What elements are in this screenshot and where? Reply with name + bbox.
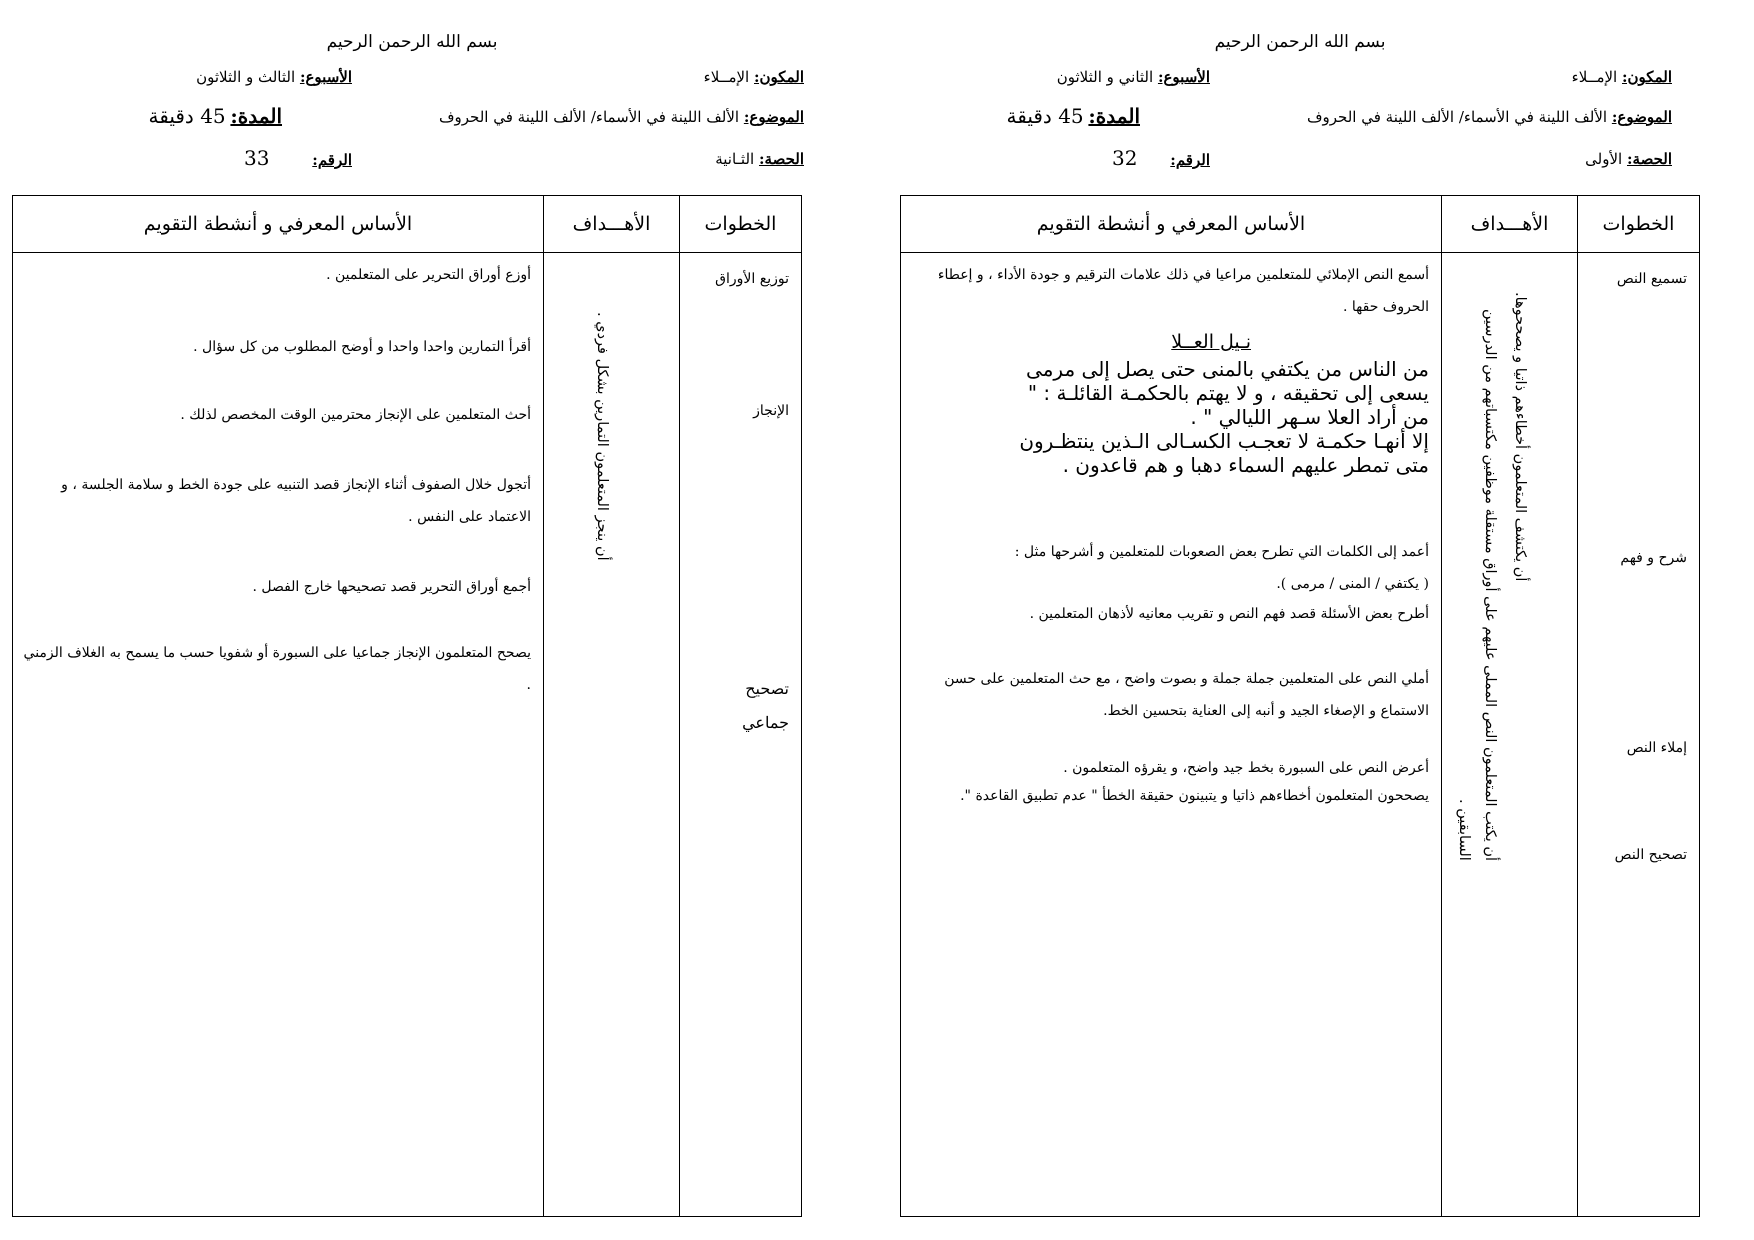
dictation-text: [907, 357, 1429, 477]
step-item: تصحيح النص: [1614, 847, 1687, 863]
duration-label: المدة:: [1088, 104, 1140, 128]
duration-label: المدة:: [230, 104, 282, 128]
basmala: بسم الله الرحمن الرحيم: [1214, 32, 1386, 52]
intro-paragraph: أسمع النص الإملائي للمتعلمين مراعيا في ذلك علامات الترقيم و جودة الأداء ، و إعطاء الحروف حقها .: [937, 267, 1429, 315]
topic-label: الموضوع:: [743, 108, 804, 126]
explain-words: ( يكتفي / المنى / مرمى ).: [1276, 576, 1429, 592]
header-content: الأساس المعرفي و أنشطة التقويم: [13, 196, 544, 253]
session-label: الحصة:: [758, 150, 804, 168]
goal-text: أن يكتشف المتعلمون أخطاءهم ذاتيا و يصححوها.: [1512, 291, 1528, 581]
session-value: الثـانية: [715, 150, 755, 168]
lesson-table: [12, 195, 802, 1217]
dictation-line: متى تمطر عليهم السماء دهبا و هم قاعدون .: [1062, 453, 1429, 477]
step-item: جماعي: [742, 713, 789, 732]
step-item: شرح و فهم: [1620, 550, 1687, 566]
duration-field: [148, 104, 282, 128]
dictation-line: إلا أنهـا حكمـة لا تعجـب الكسـالى الـذين ينتظـرون: [1019, 429, 1429, 453]
week-value: الثاني و الثلاثون: [1056, 68, 1154, 86]
explain-paragraph: أعمد إلى الكلمات التي تطرح بعض الصعوبات للمتعلمين و أشرحها مثل :: [1014, 544, 1429, 560]
content-paragraph: أحث المتعلمين على الإنجاز محترمين الوقت المخصص لذلك .: [180, 407, 531, 423]
lesson-sheet-33: [12, 0, 812, 1240]
number-label: الرقم:: [312, 151, 352, 169]
header-goals: الأهـــداف: [1442, 196, 1578, 253]
content-column: [901, 253, 1442, 1217]
week-label: الأسبوع:: [1157, 68, 1210, 86]
table-body-row: [901, 253, 1700, 1217]
topic-value: الألف اللينة في الأسماء/ الألف اللينة في الحروف: [1306, 108, 1608, 126]
session-value: الأولى: [1585, 150, 1623, 168]
step-item: الإنجاز: [753, 403, 789, 419]
basmala: بسم الله الرحمن الرحيم: [326, 32, 498, 52]
table-header-row: [13, 196, 802, 253]
content-paragraph: أتجول خلال الصفوف أثناء الإنجاز قصد التنبيه على جودة الخط و سلامة الجلسة ، و الاعتماد على النفس .: [61, 477, 531, 525]
table-header-row: [901, 196, 1700, 253]
goal-text: أن يكتب المتعلمون النص المملى عليهم على أوراق مستقلة موظفين مكتسباتهم من الدرسين السابقين .: [1456, 308, 1498, 861]
goals-column: [1442, 253, 1578, 1217]
session-label: الحصة:: [1626, 150, 1672, 168]
content-column: [13, 253, 544, 1217]
explain-questions: أطرح بعض الأسئلة قصد فهم النص و تقريب معانيه لأذهان المتعلمين .: [1029, 606, 1429, 622]
dictation-line: من أراد العلا سـهر الليالي " .: [1190, 405, 1429, 429]
dictation-paragraph: أملي النص على المتعلمين جملة جملة و بصوت واضح ، مع حث المتعلمين على حسن الاستماع و الإصغاء الجيد و أنبه إلى العناية بتحسين الخط.: [944, 671, 1429, 719]
header-steps: الخطوات: [1578, 196, 1700, 253]
content-paragraph: أوزع أوراق التحرير على المتعلمين .: [326, 267, 531, 283]
goal-text: أن ينجز المتعلمون التمارين بشكل فردي .: [594, 312, 610, 561]
step-item: توزيع الأوراق: [715, 271, 789, 287]
week-field: [1057, 68, 1210, 86]
content-paragraph: أجمع أوراق التحرير قصد تصحيحها خارج الفصل .: [252, 579, 531, 595]
duration-value: 45 دقيقة: [148, 104, 226, 128]
week-value: الثالث و الثلاثون: [196, 68, 296, 86]
number-label: الرقم:: [1170, 151, 1210, 169]
lesson-table: [900, 195, 1700, 1217]
dictation-title: نـيل العــلا: [1171, 331, 1251, 353]
content-paragraph: يصحح المتعلمون الإنجاز جماعيا على السبورة أو شفويا حسب ما يسمح به الغلاف الزمني .: [23, 645, 531, 693]
table-body-row: [13, 253, 802, 1217]
component-value: الإمــلاء: [1571, 68, 1618, 86]
component-value: الإمــلاء: [703, 68, 750, 86]
correction-paragraph: أعرض النص على السبورة بخط جيد واضح، و يقرؤه المتعلمون .: [1063, 760, 1429, 776]
duration-field: [1006, 104, 1140, 128]
session-field: [715, 150, 804, 168]
topic-value: الألف اللينة في الأسماء/ الألف اللينة في الحروف: [438, 108, 740, 126]
dictation-line: من الناس من يكتفي بالمنى حتى يصل إلى مرمى: [1026, 357, 1429, 381]
week-label: الأسبوع:: [299, 68, 352, 86]
content-paragraph: أقرأ التمارين واحدا واحدا و أوضح المطلوب من كل سؤال .: [193, 339, 531, 355]
duration-value: 45 دقيقة: [1006, 104, 1084, 128]
number-field: [244, 146, 352, 170]
topic-label: الموضوع:: [1611, 108, 1672, 126]
number-value: 32: [1112, 146, 1138, 170]
component-field: [1572, 68, 1672, 86]
session-field: [1585, 150, 1672, 168]
step-item: تصحيح: [745, 679, 789, 698]
step-item: إملاء النص: [1626, 740, 1687, 756]
steps-column: [1578, 253, 1700, 1217]
header-goals: الأهـــداف: [544, 196, 680, 253]
number-value: 33: [244, 146, 270, 170]
week-field: [196, 68, 352, 86]
step-item: تسميع النص: [1616, 271, 1687, 287]
steps-column: [680, 253, 802, 1217]
component-field: [704, 68, 804, 86]
header-content: الأساس المعرفي و أنشطة التقويم: [901, 196, 1442, 253]
topic-field: [1307, 108, 1672, 126]
dictation-line: يسعى إلى تحقيقه ، و لا يهتم بالحكمـة القائلـة : ": [1027, 381, 1429, 405]
component-label: المكون:: [1622, 68, 1672, 86]
goals-column: [544, 253, 680, 1217]
correction-paragraph: يصححون المتعلمون أخطاءهم ذاتيا و يتبينون حقيقة الخطأ " عدم تطبيق القاعدة ".: [960, 788, 1429, 804]
number-field: [1112, 146, 1210, 170]
header-steps: الخطوات: [680, 196, 802, 253]
lesson-sheet-32: [900, 0, 1700, 1240]
topic-field: [439, 108, 804, 126]
component-label: المكون:: [754, 68, 804, 86]
